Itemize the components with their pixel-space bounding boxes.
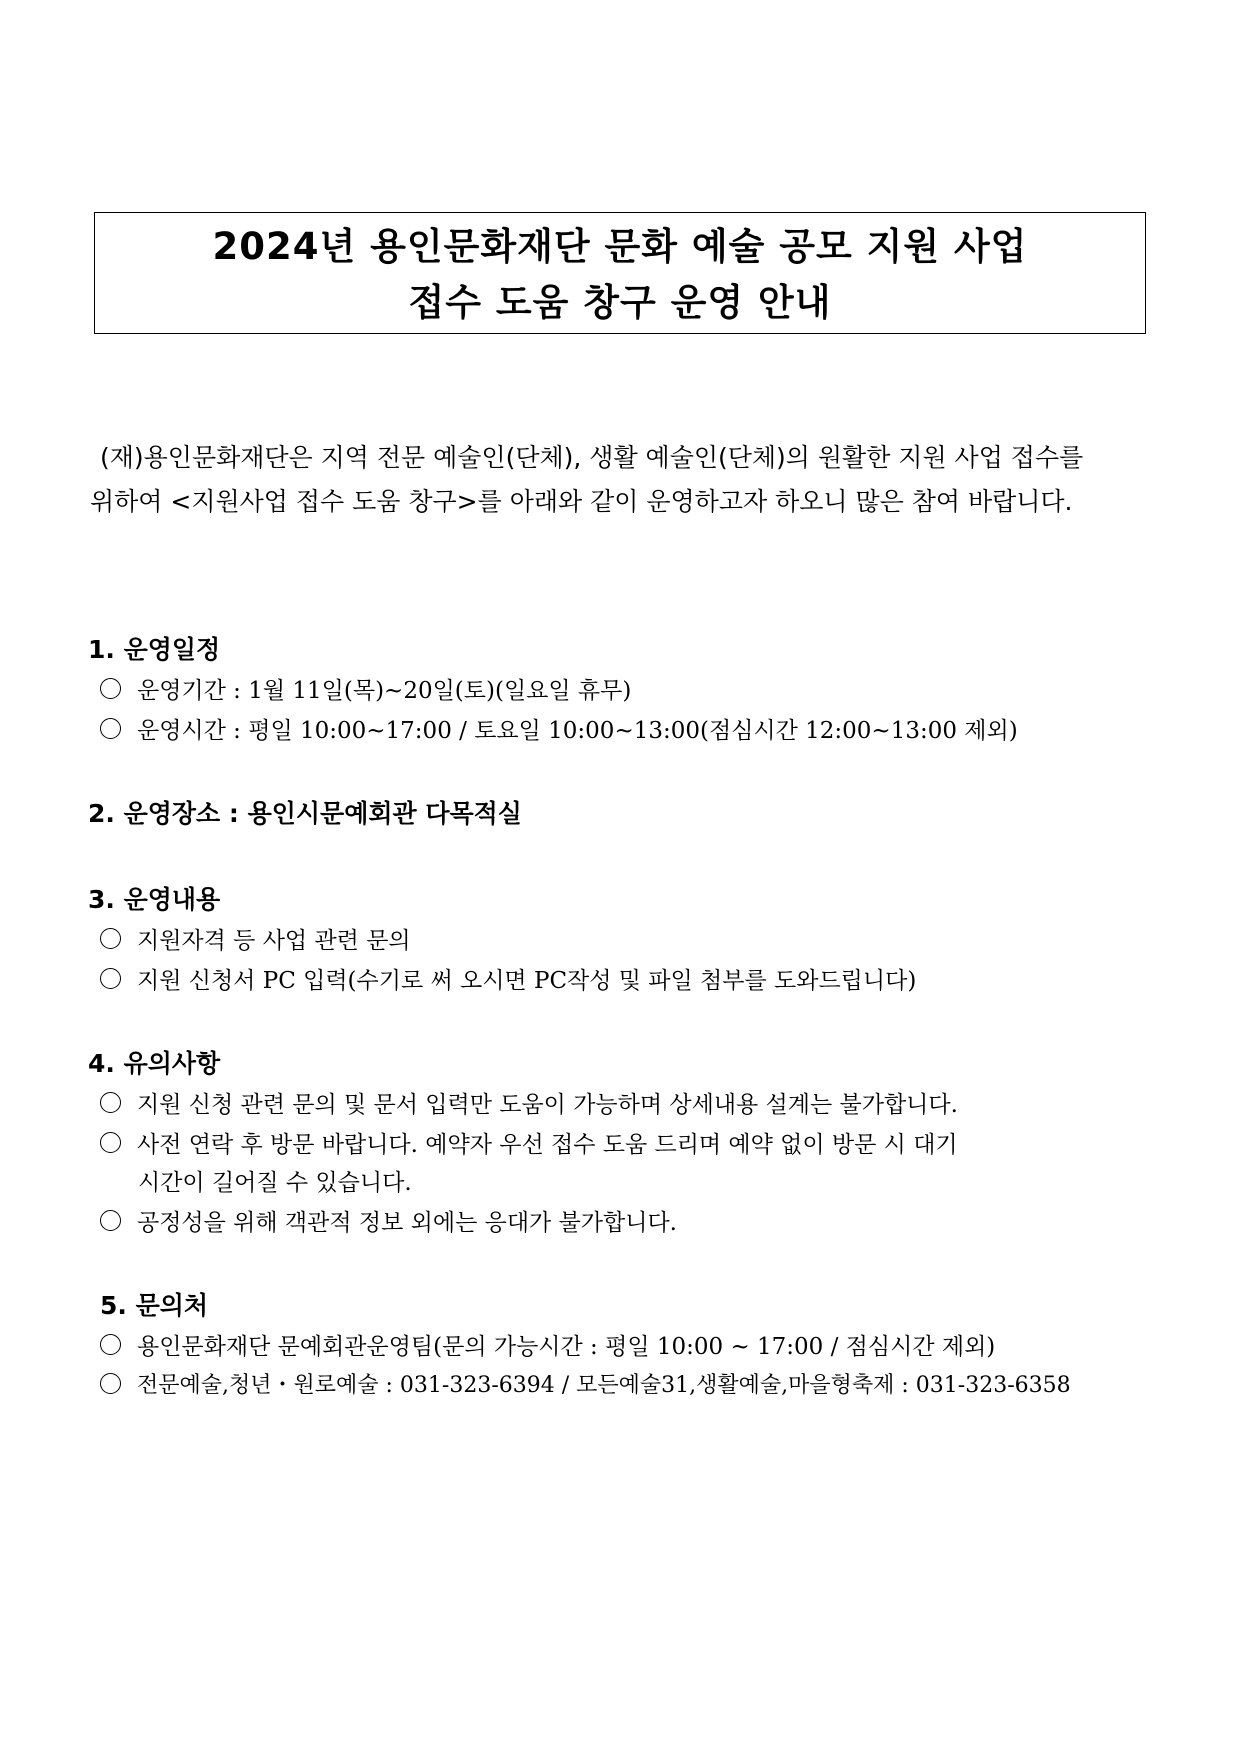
list-item-continuation: 시간이 길어질 수 있습니다. <box>138 1170 412 1196</box>
list-item: 지원 신청 관련 문의 및 문서 입력만 도움이 가능하며 상세내용 설계는 불가합니다. <box>100 1086 958 1119</box>
intro-paragraph <box>90 436 1150 524</box>
section-heading-contact: 5. 문의처 <box>100 1291 209 1320</box>
document-title: 2024년 용인문화재단 문화 예술 공모 지원 사업 <box>212 225 1028 268</box>
intro-line-1: (재)용인문화재단은 지역 전문 예술인(단체), 생활 예술인(단체)의 원활한 지원 사업 접수를 <box>100 443 1084 472</box>
document-subtitle: 접수 도움 창구 운영 안내 <box>408 281 832 324</box>
circle-bullet-icon <box>100 678 121 699</box>
circle-bullet-icon <box>100 1373 121 1394</box>
list-item: 지원 신청서 PC 입력(수기로 써 오시면 PC작성 및 파일 첨부를 도와드립니다) <box>100 962 916 995</box>
section-heading-content: 3. 운영내용 <box>88 885 221 914</box>
section-heading-notes: 4. 유의사항 <box>88 1049 221 1078</box>
list-item: 지원자격 등 사업 관련 문의 <box>100 922 411 955</box>
list-item: 운영시간 : 평일 10:00~17:00 / 토요일 10:00~13:00(점심시간 12:00~13:00 제외) <box>100 712 1018 745</box>
circle-bullet-icon <box>100 1334 121 1355</box>
section-heading-location: 2. 운영장소 : 용인시문예회관 다목적실 <box>88 799 522 828</box>
title-box <box>94 212 1146 334</box>
circle-bullet-icon <box>100 1092 121 1113</box>
list-item: 전문예술,청년・원로예술 : 031-323-6394 / 모든예술31,생활예술,마을형축제 : 031-323-6358 <box>100 1368 1071 1399</box>
list-item: 운영기간 : 1월 11일(목)~20일(토)(일요일 휴무) <box>100 672 631 705</box>
circle-bullet-icon <box>100 968 121 989</box>
list-item: 사전 연락 후 방문 바랍니다. 예약자 우선 접수 도움 드리며 예약 없이 방문 시 대기 <box>100 1126 958 1159</box>
circle-bullet-icon <box>100 1210 121 1231</box>
intro-line-2: 위하여 <지원사업 접수 도움 창구>를 아래와 같이 운영하고자 하오니 많은 참여 바랍니다. <box>90 487 1073 516</box>
section-heading-schedule: 1. 운영일정 <box>88 635 221 664</box>
circle-bullet-icon <box>100 718 121 739</box>
list-item: 공정성을 위해 객관적 정보 외에는 응대가 불가합니다. <box>100 1204 677 1237</box>
circle-bullet-icon <box>100 1132 121 1153</box>
list-item: 용인문화재단 문예회관운영팀(문의 가능시간 : 평일 10:00 ~ 17:00 / 점심시간 제외) <box>100 1328 995 1361</box>
circle-bullet-icon <box>100 928 121 949</box>
